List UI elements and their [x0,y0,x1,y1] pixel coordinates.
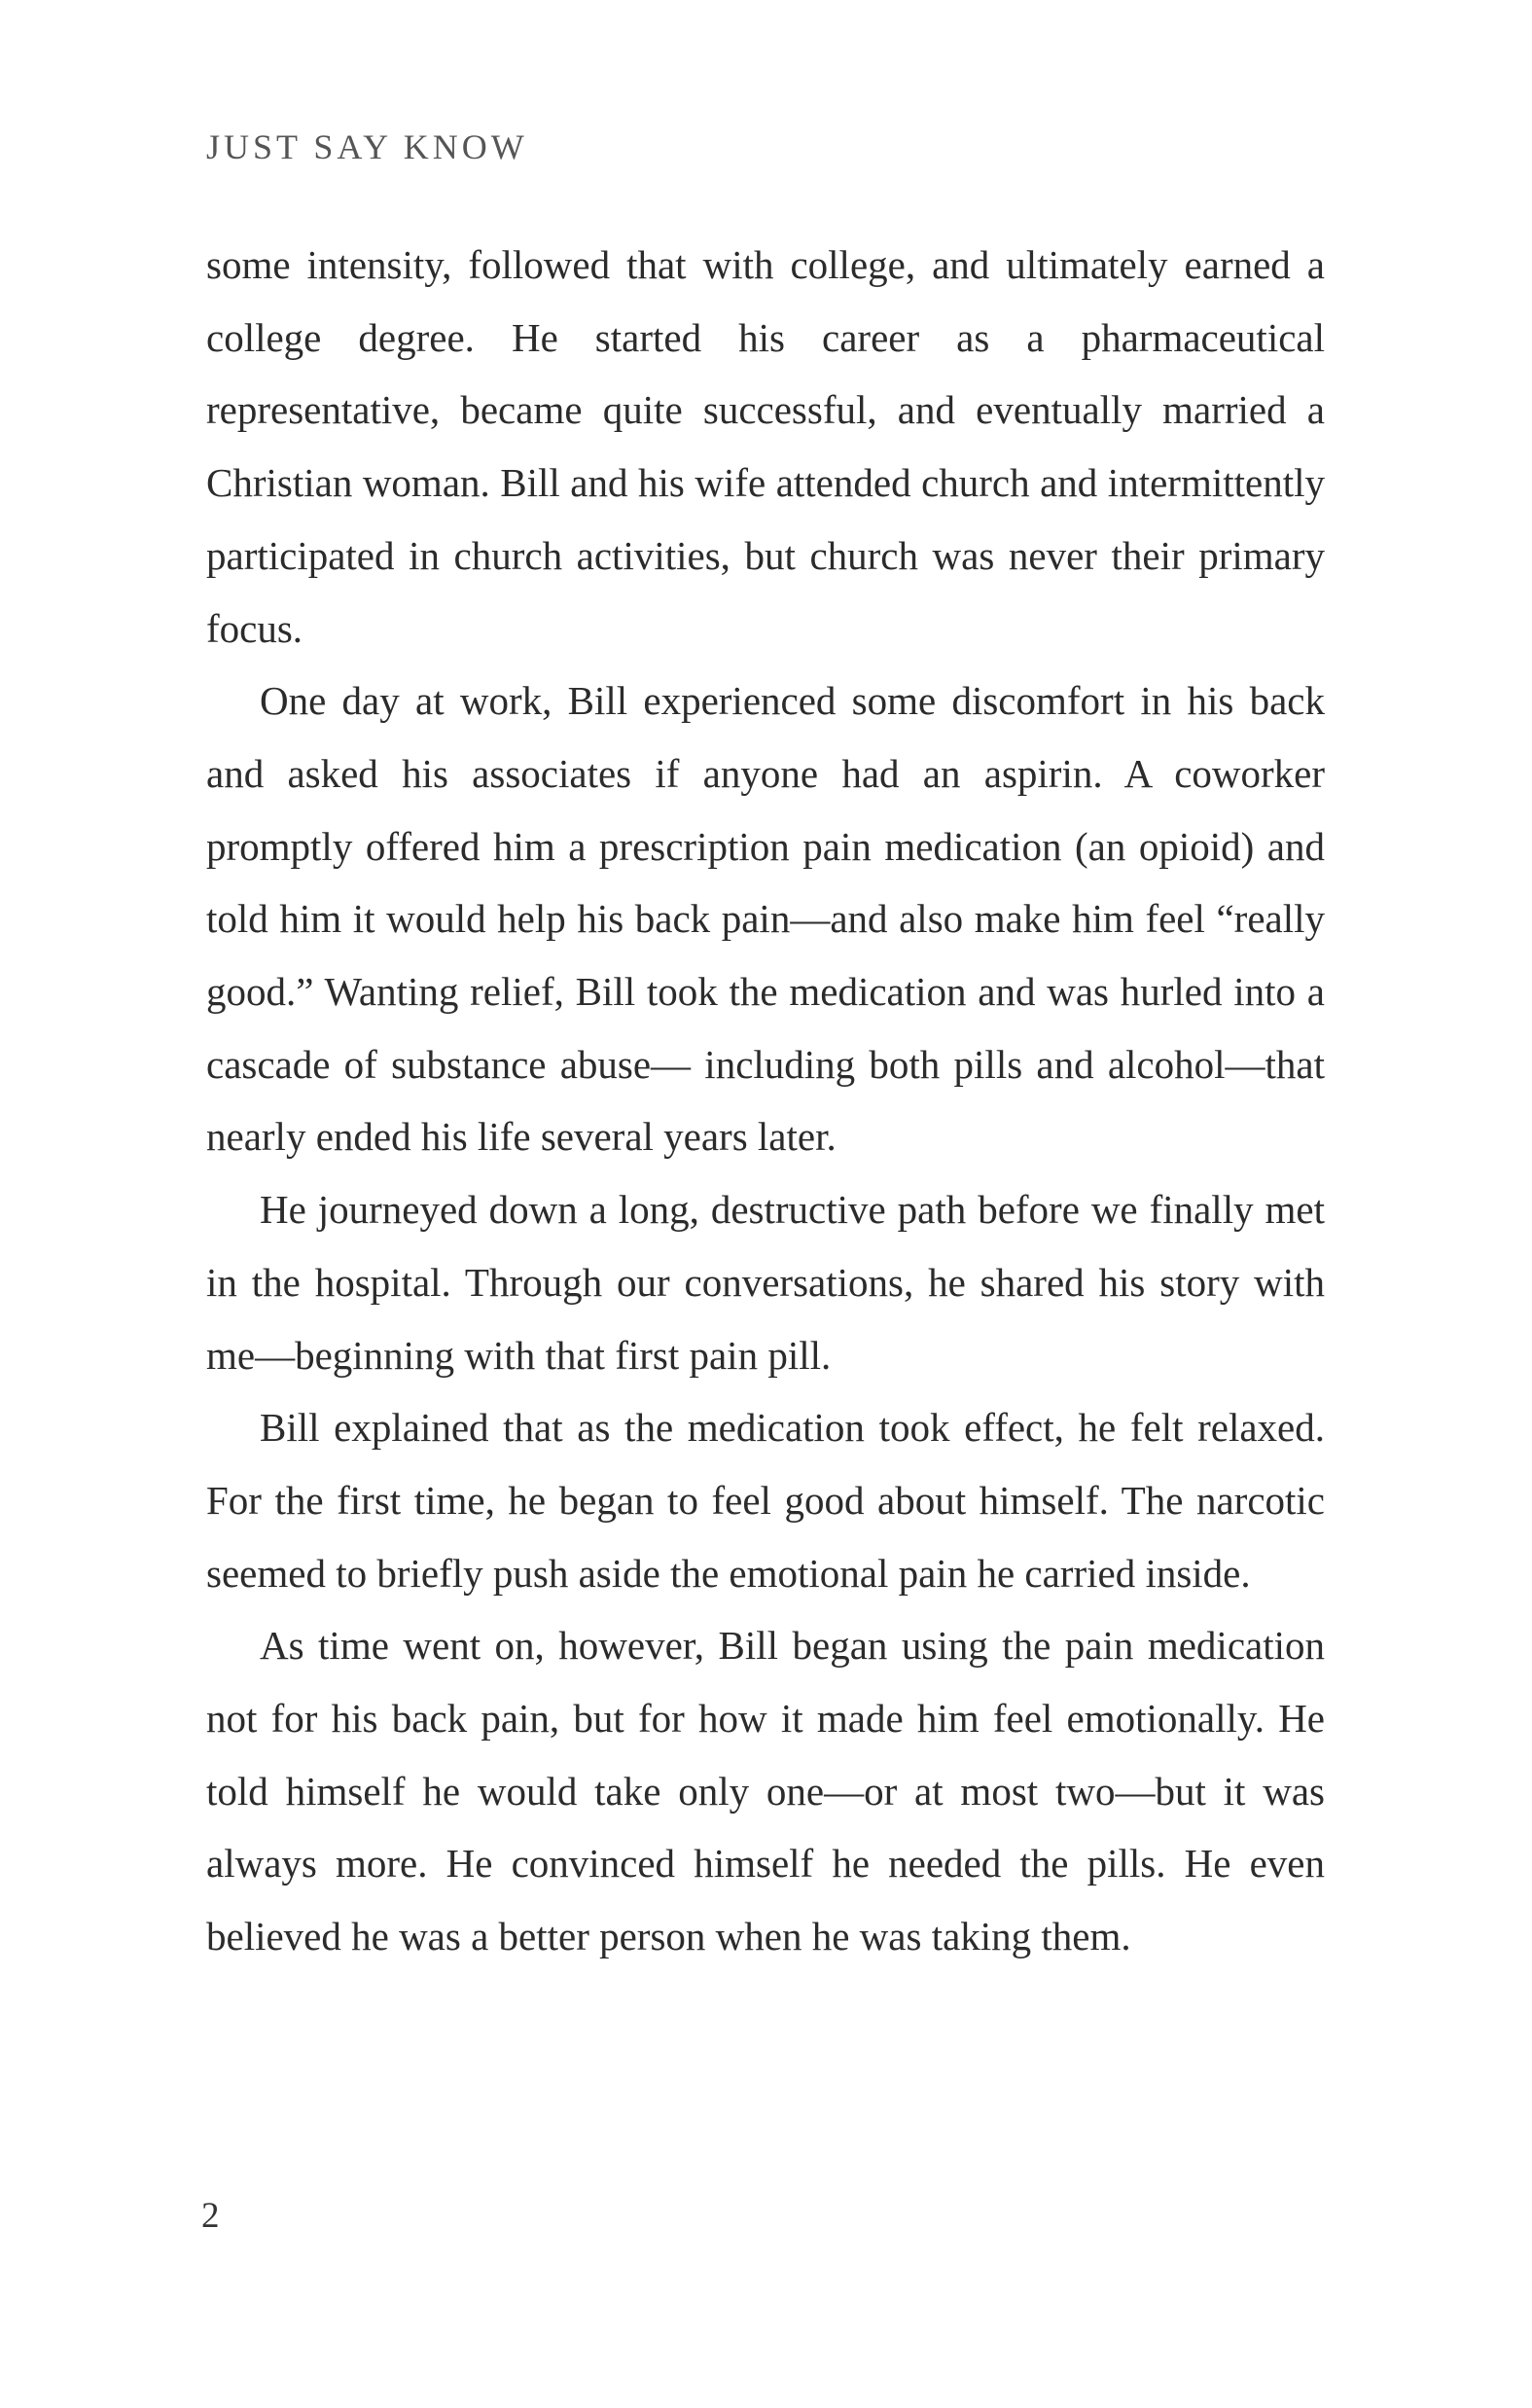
paragraph: As time went on, however, Bill began using the pain medication not for his back pain, but for how it made him feel emotionally. He told himself he would take only one—or at most two—but it was always more. He convinced himself he needed the pills. He even believed he was a better person when he was taking them. [206,1623,1325,1959]
running-head: JUST SAY KNOW [206,127,528,166]
paragraph-continued: some intensity, followed that with college, and ultimately earned a college degree. He started his career as a pharmaceutical representative, became quite successful, and eventually married a Christian woman. Bill and his wife attended church and intermittently participated in church activities, but church was never their primary focus. [206,242,1325,651]
paragraph: He journeyed down a long, destructive path before we finally met in the hospital. Through our conversations, he shared his story with me—beginning with that first pain pill. [206,1187,1325,1378]
page-number: 2 [201,2196,220,2236]
paragraph: Bill explained that as the medication took effect, he felt relaxed. For the first time, he began to feel good about himself. The narcotic seemed to briefly push aside the emotional pain he carried inside. [206,1405,1325,1596]
body-text [206,229,1325,1973]
paragraph: One day at work, Bill experienced some discomfort in his back and asked his associates if anyone had an aspirin. A coworker promptly offered him a prescription pain medication (an opioid) and told him it would help his back pain—and also make him feel “really good.” Wanting relief, Bill took the medication and was hurled into a cascade of substance abuse— including both pills and alcohol—that nearly ended his life several years later. [206,678,1325,1160]
